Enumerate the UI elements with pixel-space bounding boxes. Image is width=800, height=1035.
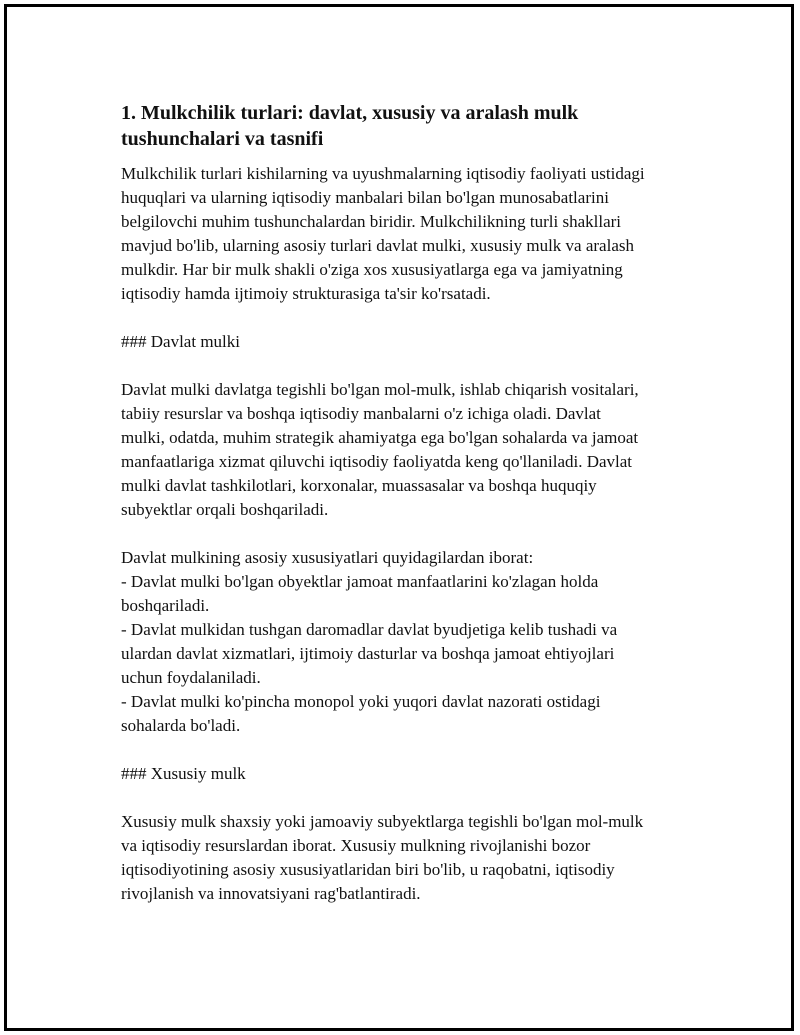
spacer — [121, 306, 701, 330]
document-body — [121, 100, 701, 906]
section-heading-davlat-mulki: ### Davlat mulki — [121, 332, 240, 351]
xususiy-mulk-paragraph: Xususiy mulk shaxsiy yoki jamoaviy subyektlarga tegishli bo'lgan mol-mulk va iqtisodiy resurslardan iborat. Xususiy mulkning rivojlanishi bozor iqtisodiyotining asosiy xususiyatlaridan biri bo'lib, u raqobatni, iqtisodiy rivojlanish va innovatsiyani rag'batlantiradi. — [121, 812, 644, 903]
spacer — [121, 738, 701, 762]
davlat-mulki-features-list: Davlat mulkining asosiy xususiyatlari quyidagilardan iborat: - Davlat mulki bo'lgan obyektlar jamoat manfaatlarini ko'zlagan holda boshqariladi. - Davlat mulkidan tushgan daromadlar davlat byudjetiga kelib tushadi va ulardan davlat xizmatlari, ijtimoiy dasturlar va boshqa jamoat ehtiyojlari uchun foydalaniladi. - Davlat mulki ko'pincha monopol yoki yuqori davlat nazorati ostidagi sohalarda bo'ladi. — [121, 548, 618, 735]
document-title: 1. Mulkchilik turlari: davlat, xususiy va aralash mulk tushunchalari va tasnifi — [121, 102, 579, 150]
spacer — [121, 522, 701, 546]
page-frame — [4, 4, 794, 1031]
spacer — [121, 354, 701, 378]
spacer — [121, 786, 701, 810]
section-heading-xususiy-mulk: ### Xususiy mulk — [121, 764, 246, 783]
intro-paragraph: Mulkchilik turlari kishilarning va uyushmalarning iqtisodiy faoliyati ustidagi huquqlari va ularning iqtisodiy manbalari bilan bo'lgan munosabatlarini belgilovchi muhim tushunchalardan biridir. Mulkchilikning turli shakllari mavjud bo'lib, ularning asosiy turlari davlat mulki, xususiy mulk va aralash mulkdir. Har bir mulk shakli o'ziga xos xususiyatlarga ega va jamiyatning iqtisodiy hamda ijtimoiy strukturasiga ta'sir ko'rsatadi. — [121, 164, 645, 303]
davlat-mulki-paragraph: Davlat mulki davlatga tegishli bo'lgan mol-mulk, ishlab chiqarish vositalari, tabiiy resurslar va boshqa iqtisodiy manbalarni o'z ichiga oladi. Davlat mulki, odatda, muhim strategik ahamiyatga ega bo'lgan sohalarda va jamoat manfaatlariga xizmat qiluvchi iqtisodiy faoliyatda keng qo'llaniladi. Davlat mulki davlat tashkilotlari, korxonalar, muassasalar va boshqa huquqiy subyektlar orqali boshqariladi. — [121, 380, 639, 519]
